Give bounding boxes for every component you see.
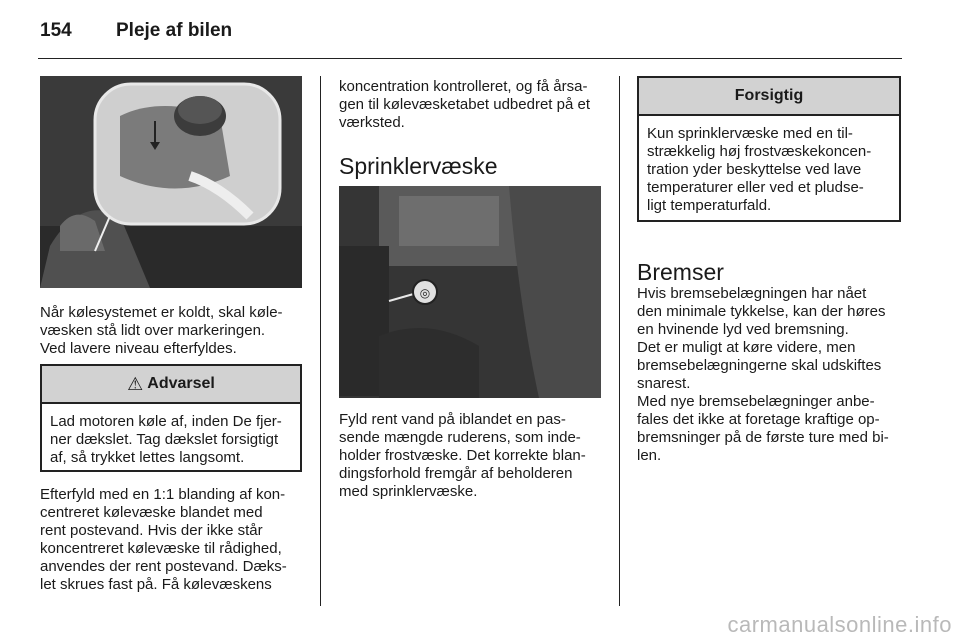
warning-header xyxy=(42,366,300,404)
warning-triangle-icon: ⚠ xyxy=(127,373,144,394)
caution-title: Forsigtig xyxy=(734,87,804,104)
watermark: carmanualsonline.info xyxy=(727,612,952,637)
coolant-reservoir-photo xyxy=(40,76,302,288)
brakes-paragraph-3: Med nye bremsebelægninger anbe- fales det ikke at foretage kraftige op- bremsninger på de første ture med bi- len. xyxy=(637,393,889,464)
column-divider xyxy=(619,76,620,606)
brakes-paragraph-1: Hvis bremsebelægningen har nået den minimale tykkelse, kan der høres en hvinende lyd ved bremsning. xyxy=(637,285,886,338)
warning-title: Advarsel xyxy=(147,375,215,392)
page-number: 154 xyxy=(40,20,72,41)
coolant-paragraph: Når kølesystemet er koldt, skal køle- væsken stå lidt over markeringen. Ved lavere niveau efterfyldes. xyxy=(40,304,283,357)
svg-text:◎: ◎ xyxy=(419,286,431,300)
caution-body: Kun sprinklervæske med en til- strækkelig høj frostvæskekoncen- tration yder beskyttelse ved lave temperaturer eller ved et pludse- ligt temperaturfald. xyxy=(647,125,872,214)
warning-body: Lad motoren køle af, inden De fjer- ner dækslet. Tag dækslet forsigtigt af, så trykket lettes langsomt. xyxy=(50,413,282,466)
warning-box xyxy=(40,364,302,472)
caution-box xyxy=(637,76,901,222)
coolant-continued-paragraph: koncentration kontrolleret, og få årsa- gen til kølevæsketabet udbedret på et værksted. xyxy=(339,78,590,131)
page-title: Pleje af bilen xyxy=(116,20,233,41)
refill-paragraph: Efterfyld med en 1:1 blanding af kon- centreret kølevæske blandet med rent postevand. Hvis der ikke står koncentreret kølevæske til rådighed, anvendes der rent postevand. Dæks- let skrues fast på. Få kølevæskens xyxy=(40,486,287,593)
washer-fluid-heading: Sprinklervæske xyxy=(339,153,498,179)
brakes-heading: Bremser xyxy=(637,259,724,285)
column-divider xyxy=(320,76,321,606)
washer-fluid-photo xyxy=(339,186,601,398)
brakes-paragraph-2: Det er muligt at køre videre, men bremsebelægningerne skal udskiftes snarest. xyxy=(637,339,882,392)
header-rule xyxy=(38,58,902,59)
page-header xyxy=(38,18,902,58)
washer-fluid-paragraph: Fyld rent vand på iblandet en pas- sende mængde ruderens, som inde- holder frostvæske. Det korrekte blan- dingsforhold fremgår af beholderen med sprinklervæske. xyxy=(339,411,586,500)
caution-header xyxy=(639,78,899,116)
